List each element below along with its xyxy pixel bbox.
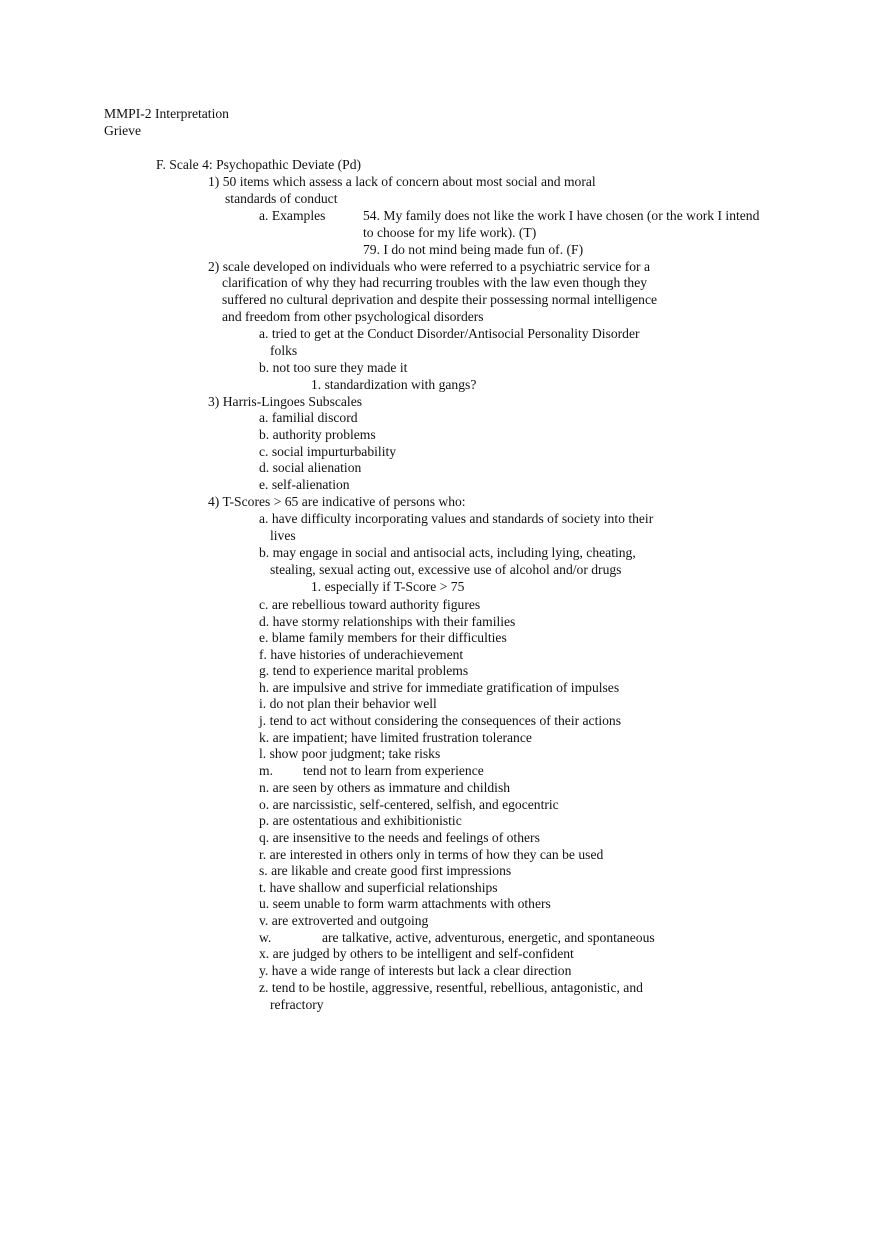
trait-e: e. blame family members for their difficulties — [259, 630, 507, 645]
trait-p: p. are ostentatious and exhibitionistic — [259, 813, 462, 828]
trait-t: t. have shallow and superficial relationships — [259, 880, 498, 895]
trait-c: c. are rebellious toward authority figures — [259, 597, 481, 612]
trait-h: h. are impulsive and strive for immediate gratification of impulses — [259, 680, 620, 695]
item4-a-line2: lives — [270, 528, 296, 543]
trait-u: u. seem unable to form warm attachments with others — [259, 896, 551, 911]
trait-y: y. have a wide range of interests but lack a clear direction — [259, 963, 572, 978]
item4-b-line2: stealing, sexual acting out, excessive use of alcohol and/or drugs — [270, 562, 622, 577]
trait-l: l. show poor judgment; take risks — [259, 746, 441, 761]
item2-a-line1: a. tried to get at the Conduct Disorder/Antisocial Personality Disorder — [259, 326, 640, 341]
subscale-item: d. social alienation — [259, 460, 362, 475]
subscale-item: a. familial discord — [259, 410, 358, 425]
trait-q: q. are insensitive to the needs and feelings of others — [259, 830, 540, 845]
trait-i: i. do not plan their behavior well — [259, 696, 437, 711]
trait-d: d. have stormy relationships with their families — [259, 614, 516, 629]
subscale-item: b. authority problems — [259, 427, 376, 442]
item2-b1: 1. standardization with gangs? — [311, 377, 477, 392]
subscale-item: c. social impurturbability — [259, 444, 397, 459]
example-54-line1: 54. My family does not like the work I have chosen (or the work I intend — [363, 208, 760, 223]
item1-line1: 1) 50 items which assess a lack of concern about most social and moral — [208, 174, 596, 189]
trait-n: n. are seen by others as immature and childish — [259, 780, 511, 795]
item1-line2: standards of conduct — [225, 191, 338, 206]
section-heading: F. Scale 4: Psychopathic Deviate (Pd) — [156, 157, 362, 172]
trait-z-line2: refractory — [270, 997, 324, 1012]
document-title: MMPI-2 Interpretation — [104, 106, 229, 121]
trait-o: o. are narcissistic, self-centered, selfish, and egocentric — [259, 797, 559, 812]
item4-heading: 4) T-Scores > 65 are indicative of persons who: — [208, 494, 466, 509]
trait-z-line1: z. tend to be hostile, aggressive, resentful, rebellious, antagonistic, and — [259, 980, 643, 995]
trait-g: g. tend to experience marital problems — [259, 663, 469, 678]
item2-b: b. not too sure they made it — [259, 360, 408, 375]
document-author: Grieve — [104, 123, 141, 138]
examples-label: a. Examples — [259, 208, 326, 223]
trait-r: r. are interested in others only in terms of how they can be used — [259, 847, 604, 862]
trait-w-text: are talkative, active, adventurous, energetic, and spontaneous — [322, 930, 655, 945]
trait-v: v. are extroverted and outgoing — [259, 913, 429, 928]
trait-j: j. tend to act without considering the consequences of their actions — [259, 713, 622, 728]
item2-a-line2: folks — [270, 343, 298, 358]
item3-heading: 3) Harris-Lingoes Subscales — [208, 394, 363, 409]
trait-m-label: m. — [259, 763, 273, 778]
subscale-item: e. self-alienation — [259, 477, 350, 492]
example-54-line2: to choose for my life work). (T) — [363, 225, 537, 240]
trait-f: f. have histories of underachievement — [259, 647, 464, 662]
item4-b1: 1. especially if T-Score > 75 — [311, 579, 465, 594]
item2-line3: suffered no cultural deprivation and despite their possessing normal intelligence — [222, 292, 658, 307]
item2-line2: clarification of why they had recurring troubles with the law even though they — [222, 275, 648, 290]
trait-s: s. are likable and create good first impressions — [259, 863, 512, 878]
trait-x: x. are judged by others to be intelligent and self-confident — [259, 946, 574, 961]
example-79: 79. I do not mind being made fun of. (F) — [363, 242, 584, 257]
trait-m-text: tend not to learn from experience — [303, 763, 484, 778]
item4-b-line1: b. may engage in social and antisocial acts, including lying, cheating, — [259, 545, 636, 560]
item2-line1: 2) scale developed on individuals who were referred to a psychiatric service for a — [208, 259, 650, 274]
trait-k: k. are impatient; have limited frustration tolerance — [259, 730, 532, 745]
item2-line4: and freedom from other psychological disorders — [222, 309, 484, 324]
trait-w-label: w. — [259, 930, 272, 945]
item4-a-line1: a. have difficulty incorporating values and standards of society into their — [259, 511, 654, 526]
